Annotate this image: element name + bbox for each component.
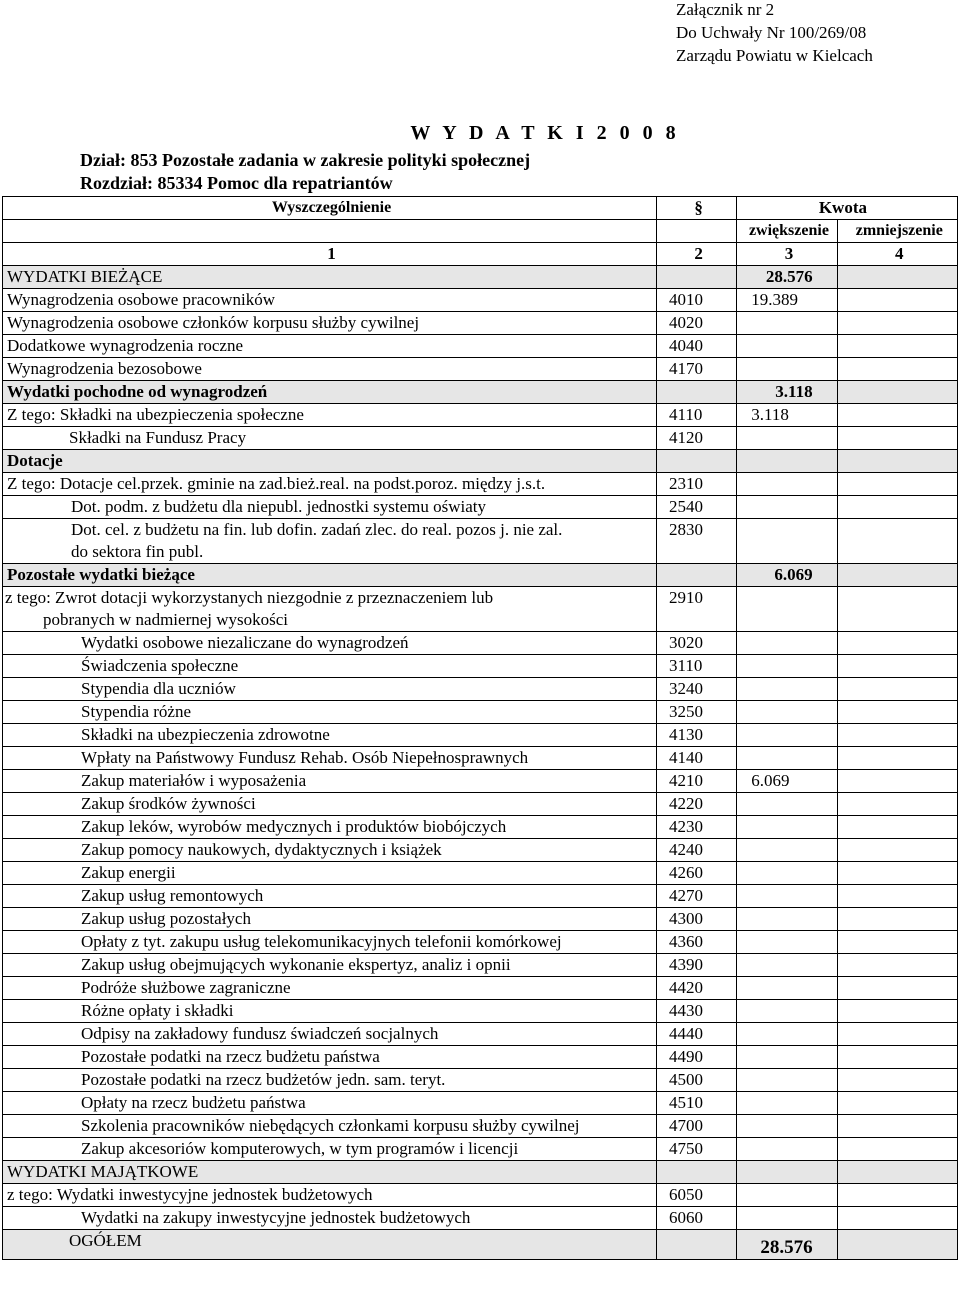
row-decrease-amount <box>837 312 957 335</box>
row-description: Wynagrodzenia bezosobowe <box>3 358 657 381</box>
row-paragraph-code: 6050 <box>657 1184 737 1207</box>
row-paragraph-code: 3020 <box>657 632 737 655</box>
row-description: Z tego: Dotacje cel.przek. gminie na zad.bież.real. na podst.poroz. między j.s.t. <box>3 473 657 496</box>
row-increase-amount <box>737 1092 837 1115</box>
row-decrease-amount <box>837 678 957 701</box>
table-row <box>3 1115 958 1138</box>
row-paragraph-code: 4240 <box>657 839 737 862</box>
table-row <box>3 1092 958 1115</box>
row-description: Zakup akcesoriów komputerowych, w tym programów i licencji <box>3 1138 657 1161</box>
row-increase-amount <box>737 312 837 335</box>
dzial-heading: Dział: 853 Pozostałe zadania w zakresie polityki społecznej <box>80 150 531 170</box>
row-description: Wydatki na zakupy inwestycyjne jednostek budżetowych <box>3 1207 657 1230</box>
row-description-line1: z tego: Zwrot dotacji wykorzystanych niezgodnie z przeznaczeniem lub <box>5 588 494 607</box>
row-paragraph-code <box>657 266 737 289</box>
row-increase-amount <box>737 335 837 358</box>
row-paragraph-code: 3110 <box>657 655 737 678</box>
table-row <box>3 1023 958 1046</box>
col-amount-header: Kwota <box>737 197 958 220</box>
row-paragraph-code: 4270 <box>657 885 737 908</box>
row-decrease-amount <box>837 1023 957 1046</box>
row-increase-amount <box>737 1115 837 1138</box>
row-description: Świadczenia społeczne <box>3 655 657 678</box>
row-increase-amount: 3.118 <box>737 404 837 427</box>
row-decrease-amount <box>837 381 957 404</box>
row-description: Zakup leków, wyrobów medycznych i produktów biobójczych <box>3 816 657 839</box>
row-description: z tego: Wydatki inwestycyjne jednostek budżetowych <box>3 1184 657 1207</box>
attachment-label: Załącznik nr 2 <box>676 0 775 19</box>
row-decrease-amount <box>837 266 957 289</box>
table-row <box>3 724 958 747</box>
row-description: Stypendia dla uczniów <box>3 678 657 701</box>
row-paragraph-code <box>657 1161 737 1184</box>
section-row <box>3 1161 958 1184</box>
row-description-line2: pobranych w nadmiernej wysokości <box>43 610 289 629</box>
row-description: Wpłaty na Państwowy Fundusz Rehab. Osób Niepełnosprawnych <box>3 747 657 770</box>
row-increase-amount <box>737 1207 837 1230</box>
row-increase-amount <box>737 1000 837 1023</box>
row-paragraph-code: 6060 <box>657 1207 737 1230</box>
row-paragraph-code <box>657 1230 737 1260</box>
row-paragraph-code: 4390 <box>657 954 737 977</box>
row-decrease-amount <box>837 496 957 519</box>
row-increase-amount <box>737 724 837 747</box>
row-decrease-amount <box>837 427 957 450</box>
row-paragraph-code: 4750 <box>657 1138 737 1161</box>
row-increase-amount <box>737 655 837 678</box>
table-row <box>3 473 958 496</box>
table-row <box>3 1138 958 1161</box>
row-paragraph-code: 4440 <box>657 1023 737 1046</box>
row-increase-amount <box>737 908 837 931</box>
row-decrease-amount <box>837 473 957 496</box>
row-decrease-amount <box>837 701 957 724</box>
row-decrease-amount <box>837 1161 957 1184</box>
col-increase-header: zwiększenie <box>737 220 837 243</box>
row-decrease-amount <box>837 770 957 793</box>
row-description: Składki na ubezpieczenia zdrowotne <box>3 724 657 747</box>
board-label: Zarządu Powiatu w Kielcach <box>676 46 873 65</box>
row-decrease-amount <box>837 519 957 564</box>
row-increase-amount: 28.576 <box>737 1230 837 1260</box>
table-row <box>3 1046 958 1069</box>
row-decrease-amount <box>837 1230 957 1260</box>
row-description: Odpisy na zakładowy fundusz świadczeń socjalnych <box>3 1023 657 1046</box>
row-decrease-amount <box>837 1115 957 1138</box>
row-description: Różne opłaty i składki <box>3 1000 657 1023</box>
section-row <box>3 381 958 404</box>
row-decrease-amount <box>837 954 957 977</box>
row-paragraph-code: 4300 <box>657 908 737 931</box>
row-description: Podróże służbowe zagraniczne <box>3 977 657 1000</box>
table-row <box>3 335 958 358</box>
row-description <box>3 587 657 632</box>
row-description: Pozostałe podatki na rzecz budżetów jedn. sam. teryt. <box>3 1069 657 1092</box>
row-description: Stypendia różne <box>3 701 657 724</box>
row-decrease-amount <box>837 747 957 770</box>
row-paragraph-code <box>657 381 737 404</box>
row-description: Wynagrodzenia osobowe członków korpusu służby cywilnej <box>3 312 657 335</box>
document-title: W Y D A T K I 2 0 0 8 <box>410 122 680 144</box>
row-decrease-amount <box>837 655 957 678</box>
table-row <box>3 358 958 381</box>
row-decrease-amount <box>837 862 957 885</box>
row-increase-amount <box>737 885 837 908</box>
row-description: Zakup pomocy naukowych, dydaktycznych i książek <box>3 839 657 862</box>
table-row <box>3 1184 958 1207</box>
row-description: OGÓŁEM <box>3 1230 657 1260</box>
header-row-1 <box>3 197 958 220</box>
row-description: Z tego: Składki na ubezpieczenia społeczne <box>3 404 657 427</box>
row-paragraph-code: 4430 <box>657 1000 737 1023</box>
col-number-1: 1 <box>3 243 657 266</box>
row-decrease-amount <box>837 632 957 655</box>
row-decrease-amount <box>837 977 957 1000</box>
row-paragraph-code: 4510 <box>657 1092 737 1115</box>
row-paragraph-code: 2310 <box>657 473 737 496</box>
row-description: Dodatkowe wynagrodzenia roczne <box>3 335 657 358</box>
expenses-table <box>2 196 958 1260</box>
row-paragraph-code: 4210 <box>657 770 737 793</box>
row-decrease-amount <box>837 450 957 473</box>
row-increase-amount <box>737 519 837 564</box>
row-paragraph-code: 4260 <box>657 862 737 885</box>
row-description: Pozostałe wydatki bieżące <box>3 564 657 587</box>
row-description: Dot. podm. z budżetu dla niepubl. jednostki systemu oświaty <box>3 496 657 519</box>
row-decrease-amount <box>837 1046 957 1069</box>
resolution-label: Do Uchwały Nr 100/269/08 <box>676 23 867 42</box>
row-description: Wynagrodzenia osobowe pracowników <box>3 289 657 312</box>
row-paragraph-code: 4500 <box>657 1069 737 1092</box>
col-paragraph-header: § <box>657 197 737 220</box>
row-paragraph-code: 4130 <box>657 724 737 747</box>
table-row <box>3 1207 958 1230</box>
row-decrease-amount <box>837 1069 957 1092</box>
row-decrease-amount <box>837 289 957 312</box>
table-row <box>3 954 958 977</box>
table-row <box>3 519 958 564</box>
row-decrease-amount <box>837 793 957 816</box>
row-description: WYDATKI MAJĄTKOWE <box>3 1161 657 1184</box>
row-increase-amount: 19.389 <box>737 289 837 312</box>
col-number-2: 2 <box>657 243 737 266</box>
row-paragraph-code: 3240 <box>657 678 737 701</box>
row-increase-amount <box>737 587 837 632</box>
row-increase-amount <box>737 1138 837 1161</box>
row-decrease-amount <box>837 839 957 862</box>
row-description: Wydatki pochodne od wynagrodzeń <box>3 381 657 404</box>
row-decrease-amount <box>837 404 957 427</box>
row-description: Dotacje <box>3 450 657 473</box>
row-increase-amount <box>737 1069 837 1092</box>
row-decrease-amount <box>837 1000 957 1023</box>
table-row <box>3 655 958 678</box>
row-increase-amount <box>737 427 837 450</box>
table-row <box>3 862 958 885</box>
row-description: Szkolenia pracowników niebędących członkami korpusu służby cywilnej <box>3 1115 657 1138</box>
row-increase-amount <box>737 678 837 701</box>
table-row <box>3 587 958 632</box>
row-increase-amount <box>737 1023 837 1046</box>
row-increase-amount <box>737 1046 837 1069</box>
row-description: Pozostałe podatki na rzecz budżetu państwa <box>3 1046 657 1069</box>
table-row <box>3 885 958 908</box>
row-description: Wydatki osobowe niezaliczane do wynagrodzeń <box>3 632 657 655</box>
table-row <box>3 977 958 1000</box>
row-increase-amount <box>737 496 837 519</box>
table-row <box>3 632 958 655</box>
header-row-numbers <box>3 243 958 266</box>
table-row <box>3 816 958 839</box>
row-paragraph-code <box>657 450 737 473</box>
col-number-4: 4 <box>837 243 957 266</box>
row-description: Opłaty na rzecz budżetu państwa <box>3 1092 657 1115</box>
table-row <box>3 678 958 701</box>
row-description-line2: do sektora fin publ. <box>71 542 204 561</box>
row-paragraph-code: 4010 <box>657 289 737 312</box>
row-increase-amount <box>737 954 837 977</box>
row-decrease-amount <box>837 1184 957 1207</box>
row-description: Składki na Fundusz Pracy <box>3 427 657 450</box>
table-row <box>3 496 958 519</box>
row-paragraph-code: 4490 <box>657 1046 737 1069</box>
row-decrease-amount <box>837 931 957 954</box>
row-description: Opłaty z tyt. zakupu usług telekomunikacyjnych telefonii komórkowej <box>3 931 657 954</box>
row-decrease-amount <box>837 564 957 587</box>
section-row <box>3 266 958 289</box>
row-increase-amount <box>737 1184 837 1207</box>
row-increase-amount <box>737 793 837 816</box>
table-row <box>3 701 958 724</box>
row-description: Zakup usług pozostałych <box>3 908 657 931</box>
row-description <box>3 519 657 564</box>
table-row <box>3 839 958 862</box>
header-row-2 <box>3 220 958 243</box>
table-row <box>3 289 958 312</box>
table-row <box>3 427 958 450</box>
row-increase-amount <box>737 450 837 473</box>
row-description: WYDATKI BIEŻĄCE <box>3 266 657 289</box>
row-decrease-amount <box>837 358 957 381</box>
row-paragraph-code: 4230 <box>657 816 737 839</box>
row-decrease-amount <box>837 885 957 908</box>
col-number-3: 3 <box>737 243 837 266</box>
row-paragraph-code: 4170 <box>657 358 737 381</box>
row-increase-amount <box>737 977 837 1000</box>
row-paragraph-code: 3250 <box>657 701 737 724</box>
row-increase-amount <box>737 931 837 954</box>
row-increase-amount <box>737 1161 837 1184</box>
section-row <box>3 1230 958 1260</box>
row-decrease-amount <box>837 1138 957 1161</box>
row-paragraph-code: 4120 <box>657 427 737 450</box>
table-row <box>3 793 958 816</box>
row-increase-amount: 6.069 <box>737 770 837 793</box>
row-paragraph-code: 2830 <box>657 519 737 564</box>
row-increase-amount <box>737 747 837 770</box>
row-increase-amount <box>737 473 837 496</box>
table-row <box>3 404 958 427</box>
row-decrease-amount <box>837 724 957 747</box>
table-row <box>3 1000 958 1023</box>
col-description-header: Wyszczególnienie <box>3 197 657 220</box>
row-paragraph-code: 4420 <box>657 977 737 1000</box>
row-paragraph-code: 4140 <box>657 747 737 770</box>
row-decrease-amount <box>837 816 957 839</box>
row-paragraph-code: 4110 <box>657 404 737 427</box>
table-row <box>3 770 958 793</box>
row-paragraph-code: 4360 <box>657 931 737 954</box>
row-increase-amount <box>737 816 837 839</box>
row-decrease-amount <box>837 1092 957 1115</box>
section-row <box>3 450 958 473</box>
row-paragraph-code: 2910 <box>657 587 737 632</box>
row-increase-amount: 6.069 <box>737 564 837 587</box>
section-row <box>3 564 958 587</box>
table-row <box>3 931 958 954</box>
row-decrease-amount <box>837 1207 957 1230</box>
row-decrease-amount <box>837 587 957 632</box>
row-increase-amount <box>737 632 837 655</box>
row-paragraph-code: 4220 <box>657 793 737 816</box>
row-increase-amount <box>737 701 837 724</box>
row-description: Zakup środków żywności <box>3 793 657 816</box>
row-description: Zakup energii <box>3 862 657 885</box>
row-description: Zakup materiałów i wyposażenia <box>3 770 657 793</box>
table-row <box>3 908 958 931</box>
row-description: Zakup usług obejmujących wykonanie ekspertyz, analiz i opnii <box>3 954 657 977</box>
row-increase-amount <box>737 862 837 885</box>
row-increase-amount: 3.118 <box>737 381 837 404</box>
col-decrease-header: zmniejszenie <box>837 220 957 243</box>
row-paragraph-code: 4700 <box>657 1115 737 1138</box>
row-paragraph-code: 4020 <box>657 312 737 335</box>
row-decrease-amount <box>837 335 957 358</box>
table-row <box>3 747 958 770</box>
row-paragraph-code <box>657 564 737 587</box>
row-description-line1: Dot. cel. z budżetu na fin. lub dofin. zadań zlec. do real. pozos j. nie zal. <box>71 520 563 539</box>
rozdzial-heading: Rozdział: 85334 Pomoc dla repatriantów <box>80 173 393 193</box>
table-row <box>3 1069 958 1092</box>
row-paragraph-code: 4040 <box>657 335 737 358</box>
row-increase-amount <box>737 839 837 862</box>
row-paragraph-code: 2540 <box>657 496 737 519</box>
row-decrease-amount <box>837 908 957 931</box>
table-row <box>3 312 958 335</box>
row-increase-amount: 28.576 <box>737 266 837 289</box>
row-description: Zakup usług remontowych <box>3 885 657 908</box>
row-increase-amount <box>737 358 837 381</box>
